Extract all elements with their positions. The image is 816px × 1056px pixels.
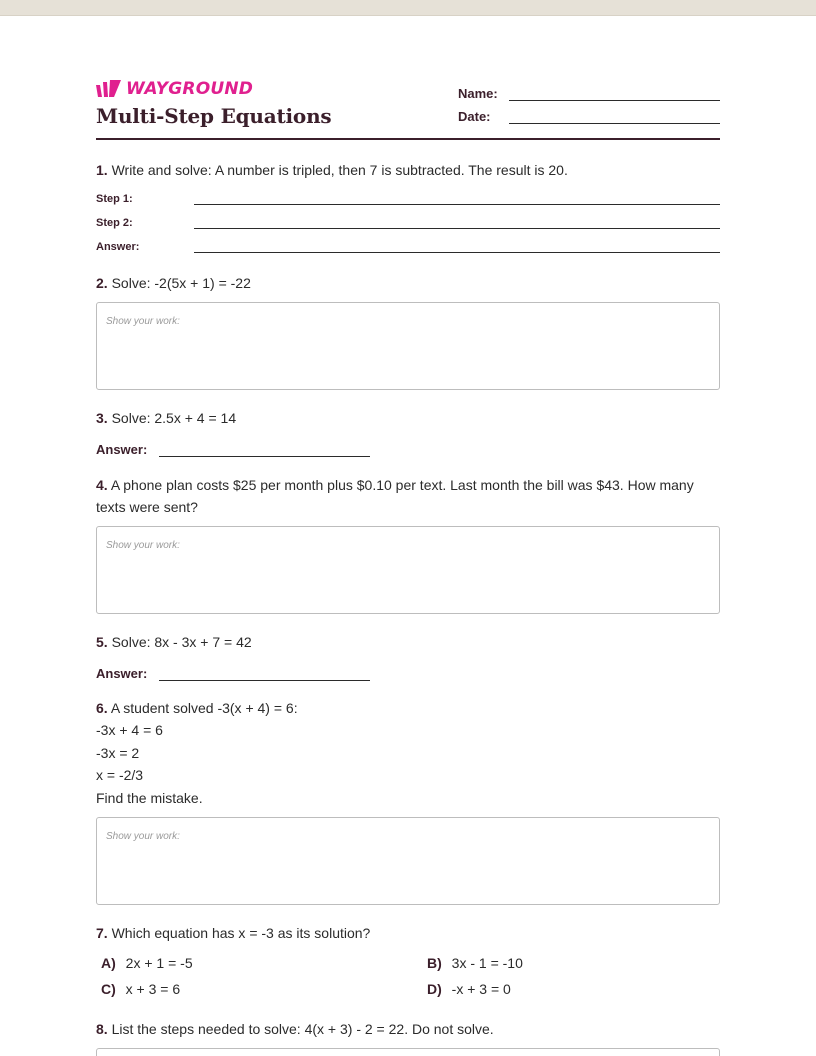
brand-logo (96, 78, 253, 100)
step-2-field[interactable] (194, 215, 720, 229)
question-number: 2. (96, 275, 108, 291)
question-text (96, 474, 720, 518)
choice-letter: D) (427, 981, 442, 997)
question-prompt: Solve: 2.5x + 4 = 14 (111, 410, 237, 426)
date-label: Date: (458, 109, 491, 124)
answer-label: Answer: (96, 442, 148, 457)
question-number: 4. (96, 477, 108, 493)
question-prompt: Write and solve: A number is tripled, then 7 is subtracted. The result is 20. (111, 162, 568, 178)
question-text (96, 407, 720, 429)
work-placeholder: Show your work: (106, 540, 180, 551)
question-number: 7. (96, 925, 108, 941)
question-3 (96, 407, 720, 457)
question-8 (96, 1018, 720, 1040)
question-number: 6. (96, 700, 108, 716)
question-text (96, 697, 720, 719)
answer-row (96, 435, 720, 457)
work-area[interactable] (96, 302, 720, 390)
name-field[interactable] (509, 87, 720, 101)
work-placeholder: Show your work: (106, 316, 180, 327)
work-box[interactable] (96, 1048, 720, 1056)
name-label: Name: (458, 86, 498, 101)
question-instruction: Find the mistake. (96, 789, 203, 806)
question-prompt: A student solved -3(x + 4) = 6: (110, 700, 298, 716)
question-prompt: List the steps needed to solve: 4(x + 3) - 2 = 22. Do not solve. (111, 1021, 494, 1037)
date-field[interactable] (509, 110, 720, 124)
question-text (96, 159, 720, 181)
wayground-logo-icon (96, 79, 122, 99)
work-area[interactable] (96, 526, 720, 614)
question-4 (96, 474, 720, 518)
choice-text: 3x - 1 = -10 (451, 955, 523, 971)
page-title: Multi-Step Equations (96, 104, 332, 128)
question-text (96, 922, 720, 944)
name-row (458, 78, 720, 101)
choice-letter: C) (101, 981, 116, 997)
question-prompt: Solve: 8x - 3x + 7 = 42 (111, 634, 252, 650)
choice-letter: B) (427, 955, 442, 971)
question-prompt: Which equation has x = -3 as its solution? (111, 925, 371, 941)
choice-b[interactable] (422, 952, 720, 974)
question-text (96, 272, 720, 294)
question-prompt: Solve: -2(5x + 1) = -22 (111, 275, 251, 291)
work-area[interactable] (96, 817, 720, 905)
question-1 (96, 159, 720, 253)
work-placeholder: Show your work: (106, 831, 180, 842)
choice-letter: A) (101, 955, 116, 971)
question-number: 3. (96, 410, 108, 426)
choice-c[interactable] (96, 978, 422, 1000)
answer-field[interactable] (194, 239, 720, 253)
choice-d[interactable] (422, 978, 720, 1000)
step-1-row (96, 181, 720, 205)
question-number: 1. (96, 162, 108, 178)
question-number: 8. (96, 1021, 108, 1037)
answer-field[interactable] (159, 667, 370, 681)
student-work-line: -3x + 4 = 6 (96, 722, 163, 738)
answer-row (96, 659, 720, 681)
step-1-label: Step 1: (96, 193, 133, 205)
work-box[interactable] (96, 817, 720, 905)
student-work-line: x = -2/3 (96, 767, 144, 783)
top-bar (0, 0, 816, 16)
question-text (96, 1018, 720, 1040)
answer-choices (96, 952, 720, 1000)
step-2-label: Step 2: (96, 217, 133, 229)
question-6 (96, 697, 720, 809)
answer-field[interactable] (159, 443, 370, 457)
choice-text: x + 3 = 6 (125, 981, 181, 997)
date-row (458, 101, 720, 124)
worksheet-header (96, 78, 720, 140)
student-info (458, 78, 720, 124)
answer-row (96, 229, 720, 253)
question-number: 5. (96, 634, 108, 650)
brand-name: WAYGROUND (126, 79, 254, 99)
work-box[interactable] (96, 302, 720, 390)
worksheet-page (96, 78, 720, 1037)
choice-text: -x + 3 = 0 (451, 981, 511, 997)
work-area[interactable] (96, 1048, 720, 1056)
step-2-row (96, 205, 720, 229)
choice-a[interactable] (96, 952, 422, 974)
question-2 (96, 272, 720, 294)
answer-label: Answer: (96, 241, 140, 253)
student-work-line: -3x = 2 (96, 744, 140, 761)
question-7 (96, 922, 720, 1000)
answer-label: Answer: (96, 666, 148, 681)
question-prompt: A phone plan costs $25 per month plus $0.10 per text. Last month the bill was $43. How many texts were sent? (96, 477, 694, 515)
question-text (96, 631, 720, 653)
step-1-field[interactable] (194, 191, 720, 205)
choice-text: 2x + 1 = -5 (125, 955, 193, 971)
work-box[interactable] (96, 526, 720, 614)
question-5 (96, 631, 720, 681)
